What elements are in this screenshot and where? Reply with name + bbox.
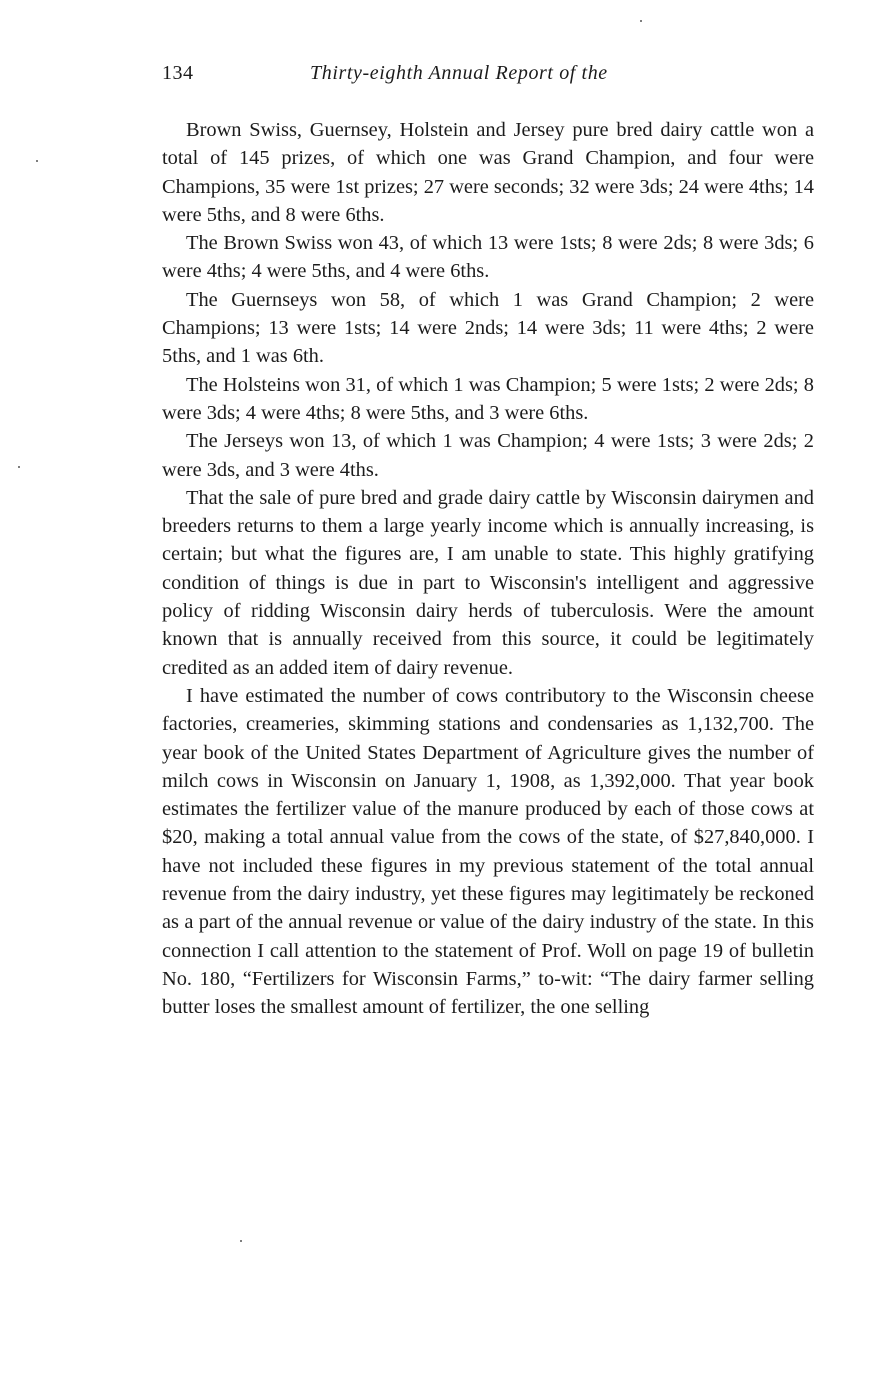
running-title: Thirty-eighth Annual Report of the [310,62,608,84]
paragraph-holsteins: The Holsteins won 31, of which 1 was Champion; 5 were 1sts; 2 were 2ds; 8 were 3ds; 4 were 4ths; 8 were 5ths, and 3 were 6ths. [162,373,814,424]
paragraph-jerseys: The Jerseys won 13, of which 1 was Champion; 4 were 1sts; 3 were 2ds; 2 were 3ds, and 3 were 4ths. [162,430,814,481]
body-text [162,116,814,1022]
paragraph-guernseys: The Guernseys won 58, of which 1 was Grand Champion; 2 were Champions; 13 were 1sts; 14 were 2nds; 14 were 3ds; 11 were 4ths; 2 were 5ths, and 1 was 6th. [162,288,814,368]
paragraph-brown-swiss: The Brown Swiss won 43, of which 13 were 1sts; 8 were 2ds; 8 were 3ds; 6 were 4ths; 4 were 5ths, and 4 were 6ths. [162,232,814,283]
page-number: 134 [162,62,194,84]
scan-speck [36,160,38,162]
paragraph-total-prizes: Brown Swiss, Guernsey, Holstein and Jersey pure bred dairy cattle won a total of 145 prizes, of which one was Grand Champion, and four were Champions, 35 were 1st prizes; 27 were seconds; 32 were 3ds; 24 were 4ths; 14 were 5ths, and 8 were 6ths. [162,119,814,226]
paragraph-cow-estimates: I have estimated the number of cows contributory to the Wisconsin cheese factories, creameries, skimming stations and condensaries as 1,132,700. The year book of the United States Department of Agriculture gives the number of milch cows in Wisconsin on January 1, 1908, as 1,392,000. That year book estimates the fertilizer value of the manure produced by each of those cows at $20, making a total annual value from the cows of the state, of $27,840,000. I have not included these figures in my previous statement of the total annual revenue from the dairy industry, yet these figures may legitimately be reckoned as a part of the annual revenue or value of the dairy industry of the state. In this connection I call attention to the statement of Prof. Woll on page 19 of bulletin No. 180, “Fertilizers for Wisconsin Farms,” to-wit: “The dairy farmer selling butter loses the smallest amount of fertilizer, the one selling [162,684,814,1019]
page-header [162,62,814,88]
scan-speck [18,466,20,468]
scan-speck [240,1240,242,1242]
scan-speck [640,20,642,22]
paragraph-cattle-sales: That the sale of pure bred and grade dairy cattle by Wisconsin dairymen and breeders returns to them a large yearly income which is annually increasing, is certain; but what the figures are, I am unable to state. This highly gratifying condition of things is due in part to Wisconsin's intelligent and aggressive policy of ridding Wisconsin dairy herds of tuberculosis. Were the amount known that is annually received from this source, it could be legitimately credited as an added item of dairy revenue. [162,486,814,679]
